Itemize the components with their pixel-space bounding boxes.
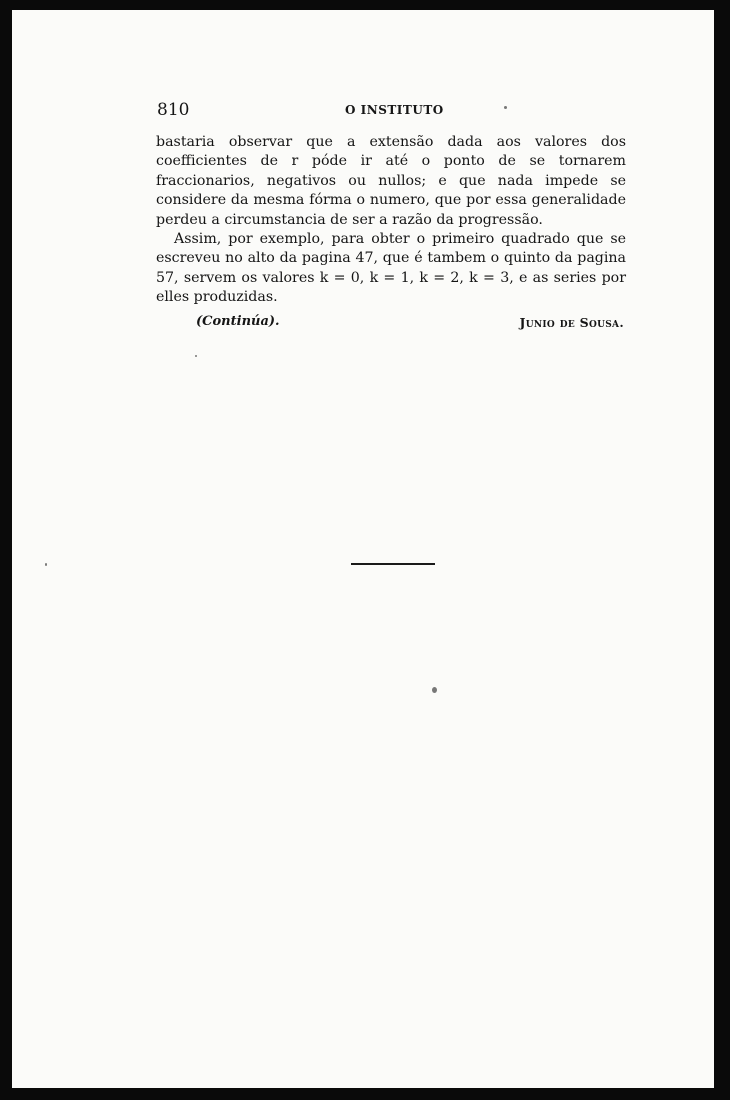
journal-title: O INSTITUTO [345,103,444,117]
scan-speck [45,563,47,566]
document-page [12,10,714,1088]
signature-line [156,310,626,334]
continua-label: (Continúa). [196,313,280,329]
running-head [157,100,627,122]
author-signature: Junio de Sousa. [519,314,624,330]
body-text [156,133,626,334]
paragraph-2: Assim, por exemplo, para obter o primeiro quadrado que se escreveu no alto da pagina 47, que é tambem o quinto da pagina 57, servem os valores k = 0, k = 1, k = 2, k = 3, e as series por elles produzidas. [156,231,626,306]
scan-speck [195,355,197,357]
scan-speck [504,106,507,109]
page-number: 810 [157,100,190,120]
scan-speck [432,687,437,693]
paragraph-1: bastaria observar que a extensão dada aos valores dos coefficientes de r póde ir até o ponto de se tornarem fraccionarios, negativos ou nullos; e que nada impede se considere da mesma fórma o numero, que por essa generalidade perdeu a circumstancia de ser a razão da progressão. [156,134,626,228]
end-rule [351,563,435,565]
